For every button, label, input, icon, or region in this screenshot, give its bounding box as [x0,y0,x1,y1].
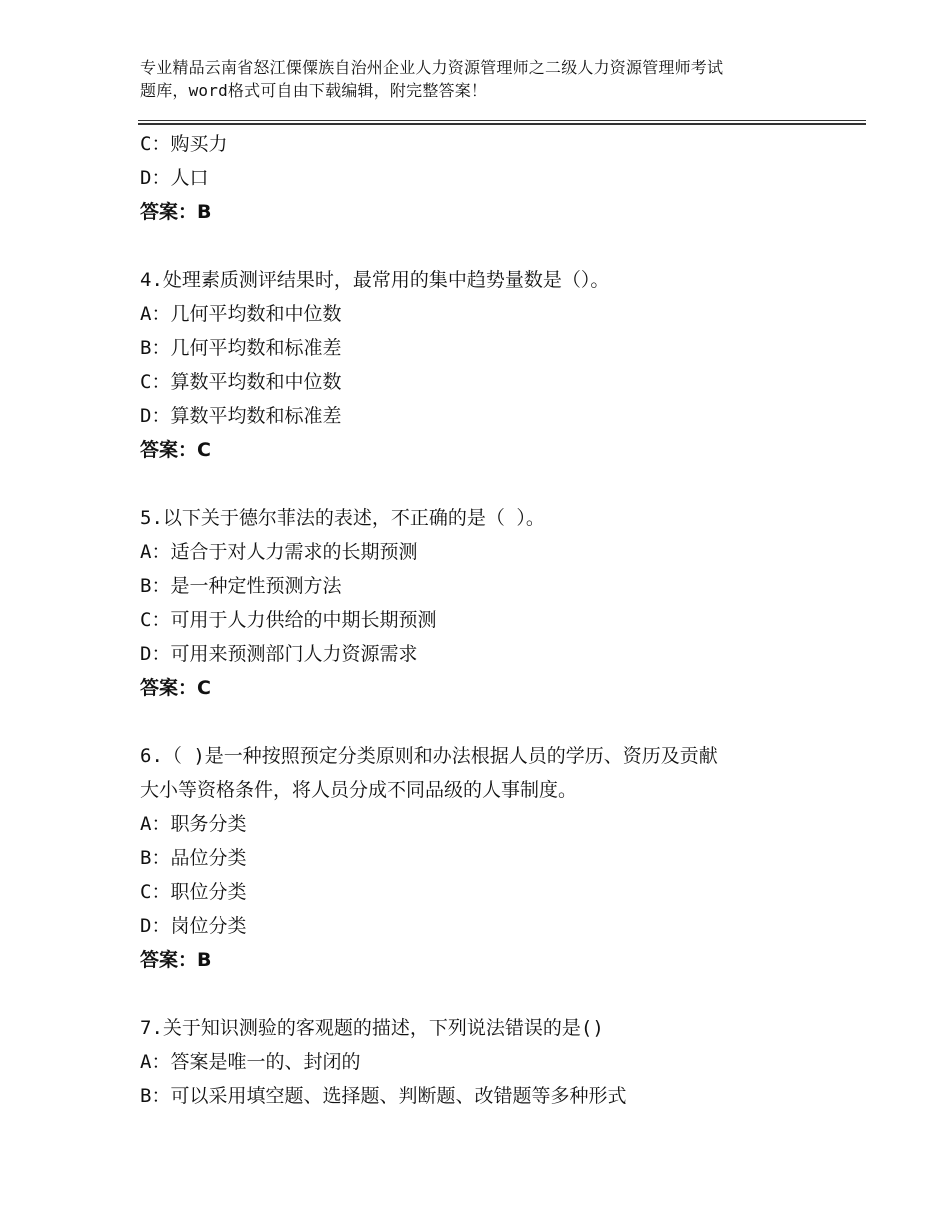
question-3-fragment [140,127,840,229]
answer: 答案：C [140,439,211,461]
document-header [140,56,830,102]
option-c: C：算数平均数和中位数 [140,371,342,393]
option-c: C：购买力 [140,133,228,155]
option-b: B：可以采用填空题、选择题、判断题、改错题等多种形式 [140,1085,627,1107]
question-stem: 7.关于知识测验的客观题的描述，下列说法错误的是() [140,1017,604,1039]
question-stem: 4.处理素质测评结果时，最常用的集中趋势量数是（）。 [140,269,610,291]
question-stem-line-1: 6.（ )是一种按照预定分类原则和办法根据人员的学历、资历及贡献 [140,745,718,767]
option-c: C：职位分类 [140,881,247,903]
question-4 [140,263,840,467]
option-d: D：可用来预测部门人力资源需求 [140,643,418,665]
header-title-line-2: 题库，word格式可自由下载编辑，附完整答案！ [140,81,488,100]
header-title-line-1: 专业精品云南省怒江傈僳族自治州企业人力资源管理师之二级人力资源管理师考试 [140,58,724,77]
answer: 答案：B [140,201,212,223]
option-b: B：几何平均数和标准差 [140,337,342,359]
question-content [140,127,840,1113]
option-b: B：是一种定性预测方法 [140,575,342,597]
option-c: C：可用于人力供给的中期长期预测 [140,609,437,631]
question-stem: 5.以下关于德尔菲法的表述，不正确的是（ ）。 [140,507,545,529]
option-d: D：岗位分类 [140,915,247,937]
question-6 [140,739,840,977]
option-d: D：人口 [140,167,209,189]
option-a: A：答案是唯一的、封闭的 [140,1051,361,1073]
option-a: A：几何平均数和中位数 [140,303,342,325]
question-5 [140,501,840,705]
option-a: A：职务分类 [140,813,247,835]
question-7 [140,1011,840,1113]
answer: 答案：C [140,677,211,699]
option-b: B：品位分类 [140,847,247,869]
question-stem-line-2: 大小等资格条件，将人员分成不同品级的人事制度。 [140,779,578,801]
header-divider [138,120,866,124]
option-a: A：适合于对人力需求的长期预测 [140,541,418,563]
answer: 答案：B [140,949,212,971]
option-d: D：算数平均数和标准差 [140,405,342,427]
